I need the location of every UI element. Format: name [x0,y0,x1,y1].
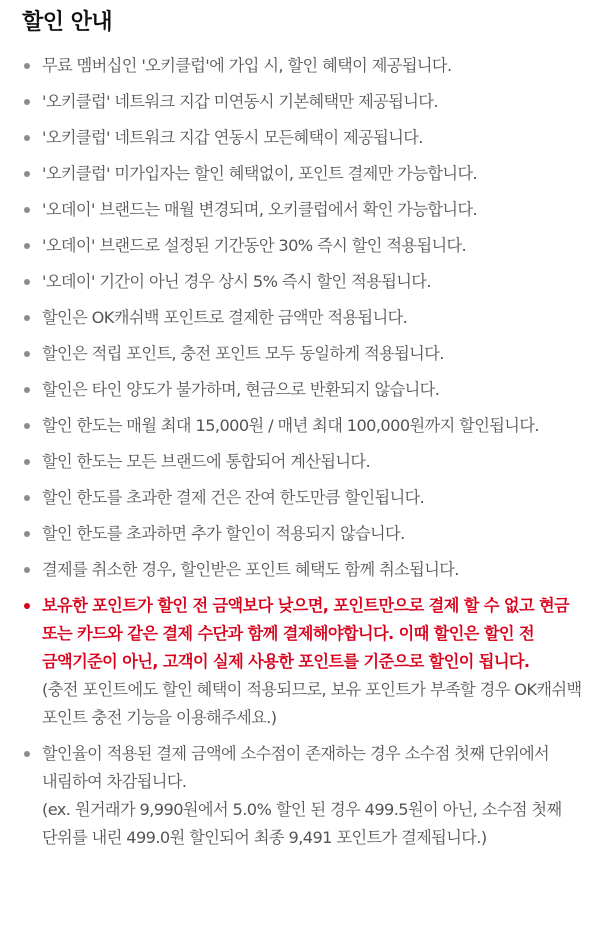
bullet-dot-icon [24,603,30,609]
list-item-text: '오데이' 브랜드로 설정된 기간동안 30% 즉시 할인 적용됩니다. [42,236,467,255]
bullet-dot-icon [24,279,30,285]
bullet-dot-icon [24,459,30,465]
list-item-text: 무료 멤버십인 '오키클럽'에 가입 시, 할인 혜택이 제공됩니다. [42,56,452,75]
list-item-text: '오데이' 브랜드는 매월 변경되며, 오키클럽에서 확인 가능합니다. [42,200,478,219]
list-item-text: '오데이' 기간이 아닌 경우 상시 5% 즉시 할인 적용됩니다. [42,272,431,291]
bullet-dot-icon [24,567,30,573]
list-item [22,304,587,332]
list-item [22,52,587,80]
list-item [22,484,587,512]
list-item-note: (ex. 원거래가 9,990원에서 5.0% 할인 된 경우 499.5원이 아닌, 소수점 첫째 단위를 내린 499.0원 할인되어 최종 9,491 포인트가 결제됩니다.) [42,800,562,847]
list-item-text: 할인 한도는 매월 최대 15,000원 / 매년 최대 100,000원까지 할인됩니다. [42,416,539,435]
list-item-text: '오키클럽' 네트워크 지갑 연동시 모든혜택이 제공됩니다. [42,128,423,147]
list-item [22,448,587,476]
list-item [22,88,587,116]
list-item-text: 할인 한도를 초과한 결제 건은 잔여 한도만큼 할인됩니다. [42,488,425,507]
list-item-text: 할인은 OK캐쉬백 포인트로 결제한 금액만 적용됩니다. [42,308,408,327]
list-item-text: '오키클럽' 네트워크 지갑 미연동시 기본혜택만 제공됩니다. [42,92,438,111]
bullet-dot-icon [24,315,30,321]
bullet-dot-icon [24,751,30,757]
list-item [22,376,587,404]
list-item [22,196,587,224]
list-item [22,740,587,852]
list-item-highlight [22,592,587,732]
list-item [22,556,587,584]
list-item-text: 결제를 취소한 경우, 할인받은 포인트 혜택도 함께 취소됩니다. [42,560,459,579]
list-item [22,412,587,440]
list-item-text: 할인은 타인 양도가 불가하며, 현금으로 반환되지 않습니다. [42,380,440,399]
list-item [22,340,587,368]
list-item [22,124,587,152]
list-item-text: 할인 한도는 모든 브랜드에 통합되어 계산됩니다. [42,452,371,471]
page-title: 할인 안내 [22,10,113,35]
bullet-dot-icon [24,423,30,429]
highlight-notice-text: 보유한 포인트가 할인 전 금액보다 낮으면, 포인트만으로 결제 할 수 없고 현금 또는 카드와 같은 결제 수단과 함께 결제해야합니다. 이때 할인은 할인 전 금액기준이 아닌, 고객이 실제 사용한 포인트를 기준으로 할인이 됩니다. [42,596,570,671]
list-item-text: '오키클럽' 미가입자는 할인 혜택없이, 포인트 결제만 가능합니다. [42,164,478,183]
bullet-dot-icon [24,387,30,393]
bullet-dot-icon [24,63,30,69]
bullet-dot-icon [24,207,30,213]
list-item [22,160,587,188]
list-item-text: 할인 한도를 초과하면 추가 할인이 적용되지 않습니다. [42,524,405,543]
bullet-dot-icon [24,171,30,177]
list-item-text: 할인은 적립 포인트, 충전 포인트 모두 동일하게 적용됩니다. [42,344,444,363]
bullet-dot-icon [24,351,30,357]
list-item [22,232,587,260]
notice-list [22,52,587,852]
bullet-dot-icon [24,495,30,501]
bullet-dot-icon [24,135,30,141]
list-item [22,520,587,548]
list-item [22,268,587,296]
bullet-dot-icon [24,243,30,249]
bullet-dot-icon [24,531,30,537]
list-item-text: 할인율이 적용된 결제 금액에 소수점이 존재하는 경우 소수점 첫째 단위에서 내림하여 차감됩니다. [42,744,550,791]
highlight-notice-note: (충전 포인트에도 할인 혜택이 적용되므로, 보유 포인트가 부족할 경우 OK캐쉬백 포인트 충전 기능을 이용해주세요.) [42,680,582,727]
bullet-dot-icon [24,99,30,105]
